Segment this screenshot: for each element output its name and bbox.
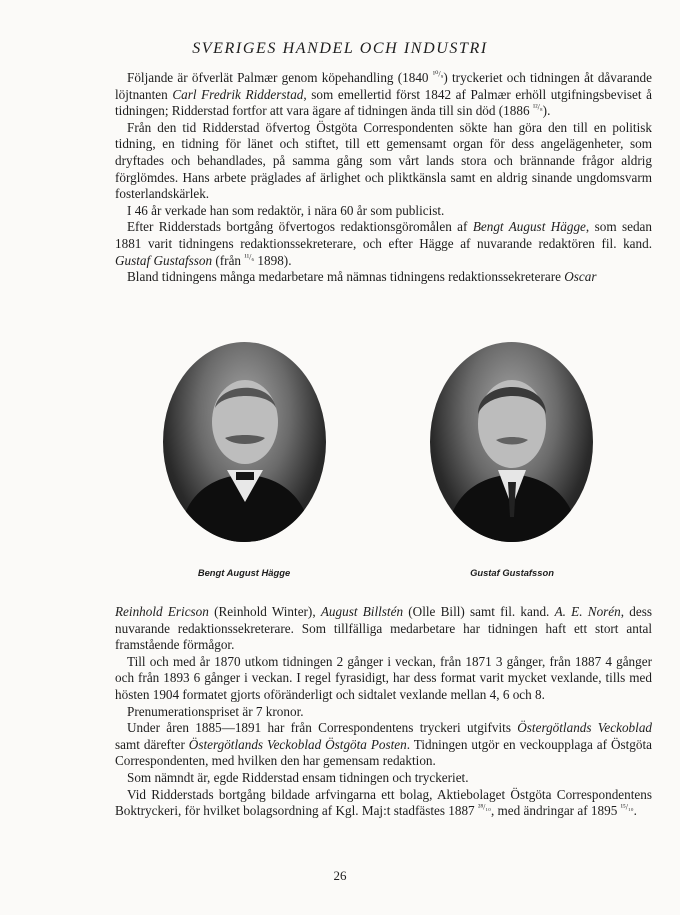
- caption-left: Bengt August Hägge: [197, 567, 291, 578]
- paragraph-5: Bland tidningens många medarbetare må nämnas tidningens redaktionssekreterare Oscar: [127, 269, 597, 285]
- portrait-section: [0, 342, 680, 592]
- paragraph-9: Under åren 1885—1891 har från Correspondentens tryckeri utgifvits Östergötlands Veckoblad samt därefter Östergötlands Veckoblad Östgöta Posten. Tidningen utgör en veckoupplaga af Östgöta Correspondenten, med hvilken den har gemensam redaktion.: [115, 720, 653, 769]
- title-ostergotlands-veckoblad: Östergötlands Veckoblad: [517, 720, 653, 736]
- paragraph-6: Reinhold Ericson (Reinhold Winter), August Billstén (Olle Bill) samt fil. kand. A. E. Norén, dess nuvarande redaktionssekreterare. Som tillfälliga medarbetare har tidningen haft ett stort antal framstående förmågor.: [115, 604, 652, 653]
- paragraph-10: Som nämndt är, egde Ridderstad ensam tidningen och tryckeriet.: [127, 769, 469, 785]
- name-bengt-august-hagge: Bengt August Hägge: [472, 219, 586, 235]
- name-august-billsten: August Billstén: [320, 604, 404, 619]
- running-header: SVERIGES HANDEL OCH INDUSTRI: [192, 40, 488, 57]
- paragraph-8: Prenumerationspriset är 7 kronor.: [127, 703, 304, 719]
- name-reinhold-ericson: Reinhold Ericson: [115, 604, 209, 619]
- paragraph-4: Efter Ridderstads bortgång öfvertogos redaktionsgöromålen af Bengt August Hägge, som sedan 1881 varit tidningens redaktionssekreterare, och efter Hägge af nuvarande redaktören fil. kand. Gustaf Gustafsson (från $^{^{11}/_6}$ 1898).: [115, 219, 652, 268]
- paragraph-1: Följande är öfverlät Palmær genom köpehandling (1840 $^{^{10}/_9}$) tryckeriet och tidningen åt dåvarande löjtnanten Carl Fredrik Ridderstad, som emellertid först 1842 af Palmær erhöll utgifningsbeviset å tidningen; Ridderstad fortfor att vara ägare af tidningen ända till sin död (1886 $^{^{12}/_8}$).: [115, 69, 653, 119]
- portrait-figure-left: [163, 342, 326, 542]
- name-carl-fredrik-ridderstad: Carl Fredrik Ridderstad: [172, 86, 304, 102]
- title-ostgota-posten: Östergötlands Veckoblad Östgöta Posten: [188, 736, 407, 752]
- portrait-bengt-august-hagge: [163, 342, 326, 542]
- portrait-figure-right: [430, 342, 593, 542]
- paragraph-7: Till och med år 1870 utkom tidningen 2 gånger i veckan, från 1871 3 gånger, från 1887 4 gånger och från 1893 6 gånger i veckan. I regel fyrasidigt, har dess format varit mycket vexlande, tills med hösten 1904 formatet gjorts oföränderligt och sidtalet vexlande mellan 4, 6 och 8.: [115, 653, 652, 702]
- caption-right: Gustaf Gustafsson: [470, 567, 554, 578]
- text-block-bottom: [115, 604, 652, 820]
- name-gustaf-gustafsson: Gustaf Gustafsson: [115, 252, 213, 268]
- paragraph-11: Vid Ridderstads bortgång bildade arfvingarna ett bolag, Aktiebolaget Östgöta Correspondentens Boktryckeri, för hvilket bolagsordning af Kgl. Maj:t stadfästes 1887 $^{^{28}/_{10}}$, med ändringar af 1895 $^{^{15}/_{10}}$.: [115, 786, 652, 819]
- page-number: 26: [333, 868, 347, 883]
- paragraph-3: I 46 år verkade han som redaktör, i nära 60 år som publicist.: [127, 202, 445, 218]
- name-a-e-noren: A. E. Norén: [554, 604, 621, 619]
- paragraph-2: Från den tid Ridderstad öfvertog Östgöta Correspondenten sökte han göra den till en politisk tidning, en tidning för länet och stiftet, till ett gemensamt organ för dess angelägenheter, som dryftades och behandlades, på samma gång som vårt lands stora och brännande frågor aldrig förglömdes. Hans arbete präglades af ärlighet och pliktkänsla samt en aldrig sinande ungdomsvarm fosterlandskärlek.: [115, 119, 652, 202]
- portrait-gustaf-gustafsson: [430, 342, 593, 542]
- text-block-top: [115, 70, 652, 286]
